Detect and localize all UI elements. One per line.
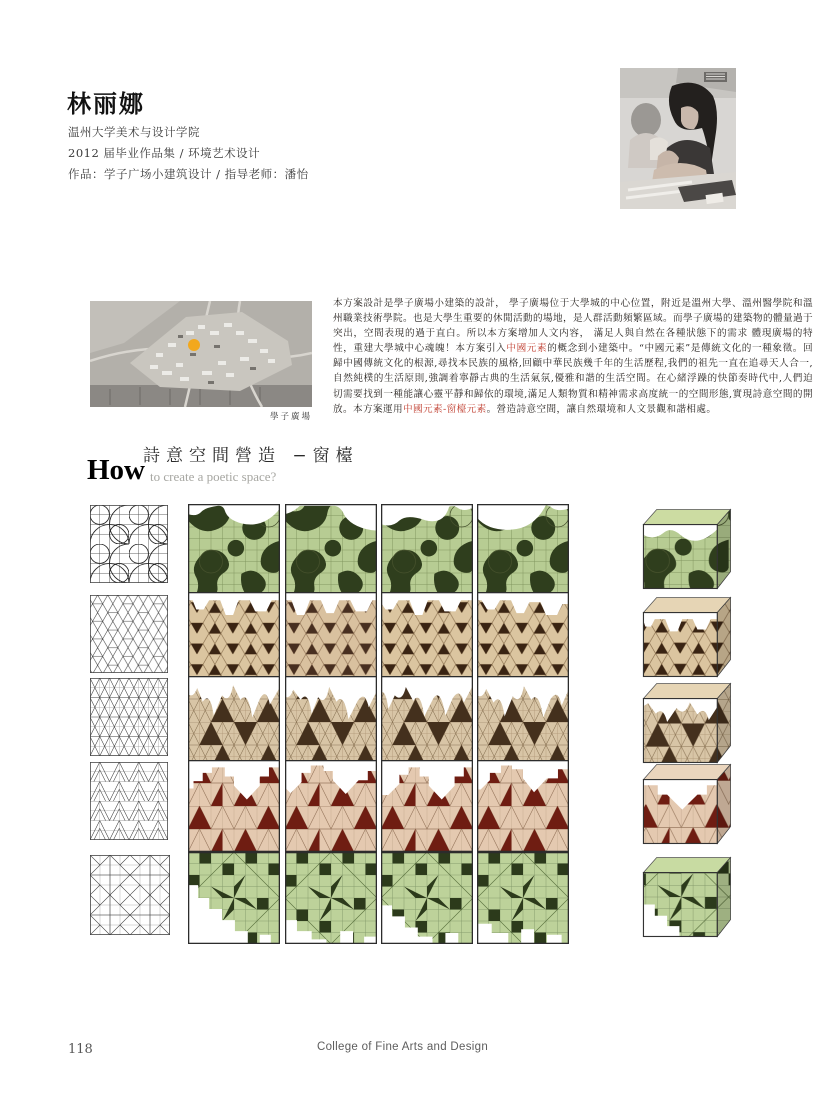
pattern-tile-r5c3 bbox=[285, 852, 377, 944]
desc-segment-1: 本方案設計是學子廣場小建築的設計， 學子廣場位于大學城的中心位置，附近是溫州大學、溫州醫學院和溫州職業技術學院。也是大學生重要的休閒活動的場地，是人群活動頻繁區域。而學子廣場的建築物的體量過于突出，空間表現的過于直白。所以本方案增加人文内容， 滿足人與自然在各種狀態下的需求 體現廣場的特性，重建大學城中心魂魄！本方案引入 bbox=[333, 298, 813, 355]
student-portrait-photo bbox=[620, 68, 736, 209]
school-name: 温州大学美术与设计学院 bbox=[68, 125, 200, 139]
pattern-tile-r2c2 bbox=[188, 592, 280, 684]
pattern-line-r4 bbox=[90, 762, 168, 840]
desc-segment-2: 的概念到小建築中。“中國元素”是傳統文化的一種象徵。回歸中國傳統文化的根源,尋找本民族的風格,回顧中華民族幾千年的生活歷程,我們的祖先一直在追尋天人合一,自然純樸的生活原則,強調着寧靜古典的生活氣氛,優雅和諧的生活空間。在心緒浮躁的快節奏時代中,人們迫切需要找到一種能讓心靈平靜和歸依的環境,滿足人類物質和精神需求高度統一的空間形態,實現詩意空間的開放。本方案運用 bbox=[333, 343, 813, 415]
pattern-tile-r5c2 bbox=[188, 852, 280, 944]
pattern-tile-r2c5 bbox=[477, 592, 569, 684]
section-title-en: to create a poetic space? bbox=[150, 469, 277, 484]
pattern-tile-r3c3 bbox=[285, 676, 377, 768]
pattern-tile-r1c3 bbox=[285, 504, 377, 596]
pattern-cube-r2 bbox=[634, 590, 740, 684]
pattern-tile-r4c2 bbox=[188, 760, 280, 852]
pattern-line-r3 bbox=[90, 678, 168, 756]
section-title-how: How bbox=[87, 454, 145, 486]
desc-highlight-1: 中國元素 bbox=[506, 343, 548, 355]
student-meta bbox=[68, 122, 309, 185]
pattern-tile-r1c5 bbox=[477, 504, 569, 596]
pattern-tile-r5c5 bbox=[477, 852, 569, 944]
pattern-tile-r5c4 bbox=[381, 852, 473, 944]
campus-aerial-view bbox=[90, 301, 312, 407]
pattern-tile-r4c5 bbox=[477, 760, 569, 852]
pattern-tile-r2c4 bbox=[381, 592, 473, 684]
site-plan-graphic bbox=[90, 301, 312, 407]
work-line: 作品：学子广场小建筑设计 / 指导老师：潘怡 bbox=[68, 167, 309, 181]
pattern-tile-r3c2 bbox=[188, 676, 280, 768]
pattern-tile-r3c4 bbox=[381, 676, 473, 768]
pattern-tile-r3c5 bbox=[477, 676, 569, 768]
edition-line: 2012 届毕业作品集 / 环境艺术设计 bbox=[68, 146, 261, 160]
pattern-cube-r3 bbox=[634, 676, 740, 770]
pattern-cube-r4 bbox=[634, 757, 740, 851]
desc-highlight-2: 中國元素-窗檯元素 bbox=[402, 403, 487, 415]
page-number: 118 bbox=[68, 1042, 93, 1057]
pattern-tile-r2c3 bbox=[285, 592, 377, 684]
map-caption: 學子廣場 bbox=[269, 412, 312, 422]
footer-college: College of Fine Arts and Design bbox=[317, 1041, 489, 1053]
pattern-tile-r1c4 bbox=[381, 504, 473, 596]
pattern-line-r5 bbox=[90, 855, 170, 935]
desc-segment-3: 。營造詩意空間，讓自然環境和人文景觀和諧相處。 bbox=[486, 403, 717, 415]
pattern-tile-r4c4 bbox=[381, 760, 473, 852]
project-description bbox=[333, 296, 813, 417]
pattern-tile-r4c3 bbox=[285, 760, 377, 852]
student-name: 林丽娜 bbox=[67, 89, 145, 118]
portrait-photo-graphic bbox=[620, 68, 736, 209]
pattern-line-r2 bbox=[90, 595, 168, 673]
pattern-tile-r1c2 bbox=[188, 504, 280, 596]
pattern-cube-r1 bbox=[634, 502, 740, 596]
pattern-cube-r5 bbox=[634, 850, 740, 944]
pattern-line-r1 bbox=[90, 505, 168, 583]
section-title-cn: 詩意空間營造 −窗檯 bbox=[143, 446, 359, 466]
